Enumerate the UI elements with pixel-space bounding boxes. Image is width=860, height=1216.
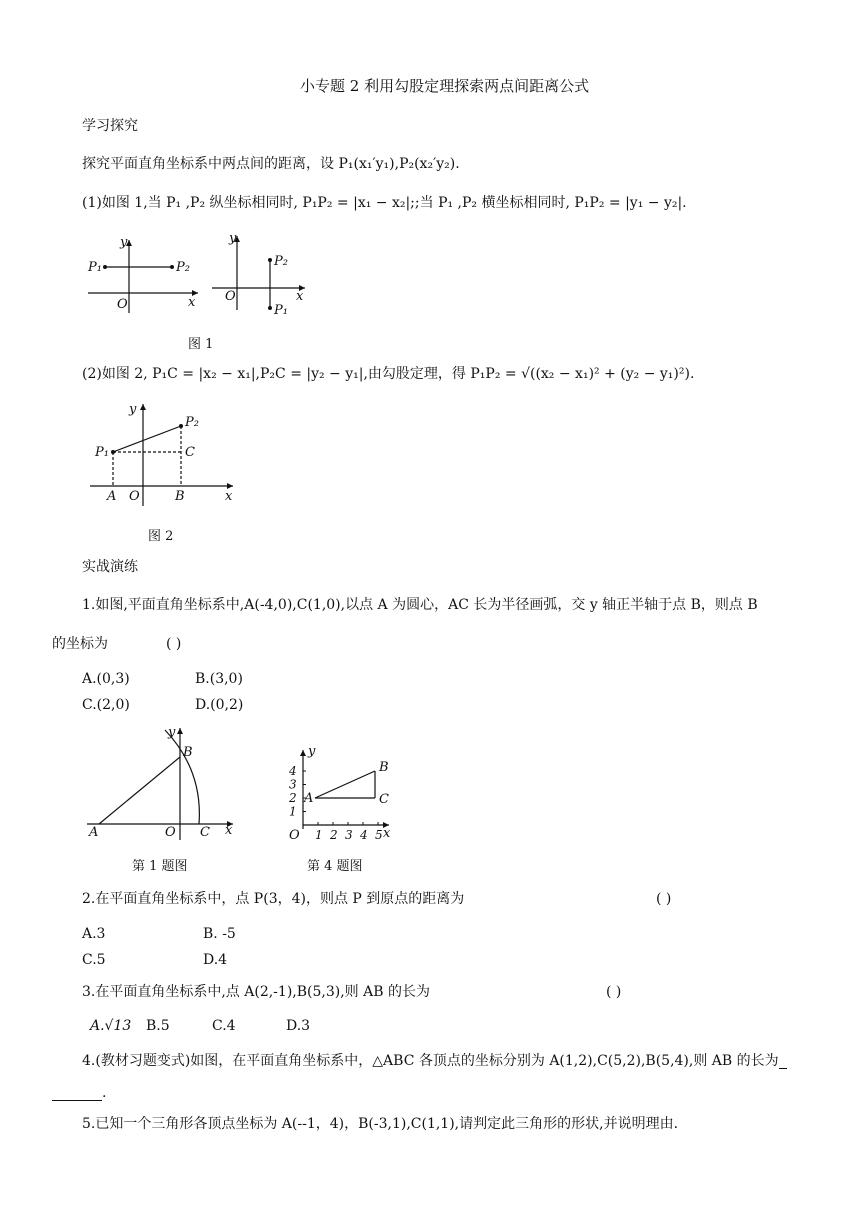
figure-2-caption: 图 2 xyxy=(148,529,174,544)
question-5: 5.已知一个三角形各顶点坐标为 A(--1，4)，B(-3,1),C(1,1),请判定此三角形的形状,并说明理由. xyxy=(82,1116,679,1132)
fig-q4-x-tick: 4 xyxy=(360,828,368,842)
question-4-end: . xyxy=(102,1085,107,1101)
fig2-label-p1: P₁ xyxy=(95,445,109,460)
fig-q4-y-tick: 2 xyxy=(289,791,297,805)
fig-q1-label-c: C xyxy=(200,825,210,840)
question-1-option-b: B.(3,0) xyxy=(195,671,243,687)
question-1-line-2: 的坐标为 xyxy=(52,636,108,652)
question-3-answer-paren: ( ) xyxy=(606,984,622,1000)
figure-question-1-caption: 第 1 题图 xyxy=(132,859,188,874)
fig-q4-x-tick: 1 xyxy=(315,828,323,842)
fig-q4-label-o: O xyxy=(289,828,300,843)
question-3-option-b: B.5 xyxy=(146,1018,170,1034)
fig-q4-x-tick: 3 xyxy=(345,828,353,842)
figure-1-caption: 图 1 xyxy=(188,337,214,352)
fig-q4-label-b: B xyxy=(379,760,389,775)
fig-q4-y-tick: 4 xyxy=(289,764,297,778)
fig1-label-y: y xyxy=(120,235,128,250)
fig-q1-label-o: O xyxy=(165,825,176,840)
question-4-continuation xyxy=(52,1085,106,1101)
fig2-label-p2: P₂ xyxy=(185,415,199,430)
question-1-option-d: D.(0,2) xyxy=(195,697,244,713)
question-1-answer-paren: ( ) xyxy=(166,636,182,652)
question-3-option-d: D.3 xyxy=(286,1018,311,1034)
fig-q1-label-a: A xyxy=(89,825,99,840)
figure-question-4-caption: 第 4 题图 xyxy=(307,859,363,874)
fig1-label-o: O xyxy=(117,297,128,312)
fig1b-label-x: x xyxy=(296,289,304,304)
fig-q4-x-tick: 2 xyxy=(330,828,338,842)
fig-q1-label-b: B xyxy=(183,745,193,760)
section-practice-heading: 实战演练 xyxy=(82,558,138,574)
question-3-option-c: C.4 xyxy=(212,1018,236,1034)
fig-q1-label-x: x xyxy=(225,823,233,838)
question-3-option-a: A.√13 xyxy=(90,1018,132,1034)
figure-2 xyxy=(85,398,245,508)
fig1b-label-p1: P₁ xyxy=(274,303,288,318)
page-title: 小专题 2 利用勾股定理探索两点间距离公式 xyxy=(300,77,590,95)
fig2-label-b: B xyxy=(175,489,185,504)
fig1-label-p2: P₂ xyxy=(176,260,190,275)
fig2-label-o: O xyxy=(129,489,140,504)
fig2-label-c: C xyxy=(185,445,195,460)
question-3: 3.在平面直角坐标系中,点 A(2,-1),B(5,3),则 AB 的长为 xyxy=(82,984,430,1000)
fig-q4-x-tick: 5 xyxy=(375,828,383,842)
question-1-option-c: C.(2,0) xyxy=(82,697,130,713)
question-2-answer-paren: ( ) xyxy=(656,891,672,907)
fig2-label-a: A xyxy=(107,489,117,504)
question-2-option-b: B. -5 xyxy=(203,926,236,942)
question-4 xyxy=(82,1053,787,1069)
question-4-blank xyxy=(52,1086,102,1101)
fig1b-label-y: y xyxy=(229,231,237,246)
fig-q4-label-c: C xyxy=(379,792,389,807)
question-1-option-a: A.(0,3) xyxy=(82,671,130,687)
fig1-label-p1: P₁ xyxy=(88,260,102,275)
fig1b-label-p2: P₂ xyxy=(274,254,288,269)
fig-q4-label-y: y xyxy=(308,745,316,759)
fig-q4-label-a: A xyxy=(304,791,314,806)
paragraph-2: (2)如图 2, P₁C = |x₂ − x₁|,P₂C = |y₂ − y₁|,由勾股定理，得 P₁P₂ = √((x₂ − x₁)² + (y₂ − y₁)²). xyxy=(82,366,695,382)
question-2: 2.在平面直角坐标系中，点 P(3，4)，则点 P 到原点的距离为 xyxy=(82,891,465,907)
paragraph-1: (1)如图 1,当 P₁ ,P₂ 纵坐标相同时, P₁P₂ = |x₁ − x₂|;;当 P₁ ,P₂ 横坐标相同时, P₁P₂ = |y₁ − y₂|. xyxy=(82,195,687,211)
question-2-option-d: D.4 xyxy=(203,952,228,968)
fig1b-label-o: O xyxy=(225,289,236,304)
question-4-blank-start xyxy=(779,1054,787,1069)
fig-q4-label-x: x xyxy=(383,826,391,841)
question-2-option-c: C.5 xyxy=(82,952,106,968)
figure-question-1 xyxy=(85,720,245,845)
fig2-label-x: x xyxy=(225,489,233,504)
fig-q1-label-y: y xyxy=(168,725,176,740)
fig-q4-y-tick: 3 xyxy=(289,777,297,792)
fig2-label-y: y xyxy=(129,402,137,417)
fig1-label-x: x xyxy=(188,295,196,310)
intro-text: 探究平面直角坐标系中两点间的距离，设 P₁(x₁′y₁),P₂(x₂′y₂). xyxy=(82,156,460,172)
question-4-text: 4.(教材习题变式)如图，在平面直角坐标系中，△ABC 各顶点的坐标分别为 A(1,2),C(5,2),B(5,4),则 AB 的长为 xyxy=(82,1053,779,1069)
fig-q4-y-tick: 1 xyxy=(289,804,297,819)
figure-1 xyxy=(80,228,320,323)
section-study-heading: 学习探究 xyxy=(82,117,138,133)
figure-question-4 xyxy=(283,745,403,845)
question-1-line-1: 1.如图,平面直角坐标系中,A(-4,0),C(1,0),以点 A 为圆心，AC 长为半径画弧，交 y 轴正半轴于点 B，则点 B xyxy=(82,597,758,613)
question-2-option-a: A.3 xyxy=(82,926,106,942)
